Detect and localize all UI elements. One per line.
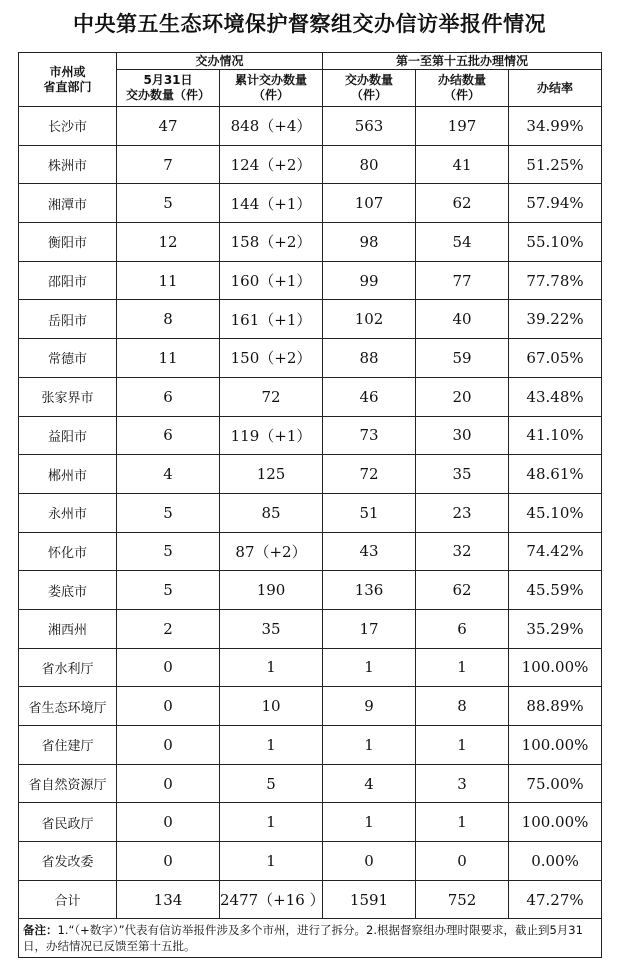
table-row <box>19 842 602 881</box>
cell-handled: 0 <box>323 842 416 881</box>
cell-cumulative: 161（+1） <box>220 300 323 339</box>
cell-name: 省生态环境厅 <box>19 687 117 726</box>
cell-may31: 12 <box>117 223 220 262</box>
cell-handled: 102 <box>323 300 416 339</box>
cell-name: 省发改委 <box>19 842 117 881</box>
cell-handled: 136 <box>323 571 416 610</box>
cell-rate: 51.25% <box>509 145 602 184</box>
cell-rate: 75.00% <box>509 764 602 803</box>
cell-closed: 54 <box>416 223 509 262</box>
cell-cumulative: 10 <box>220 687 323 726</box>
table-row <box>19 377 602 416</box>
cell-may31: 6 <box>117 377 220 416</box>
cell-may31: 11 <box>117 261 220 300</box>
cell-cumulative: 150（+2） <box>220 339 323 378</box>
table-row <box>19 223 602 262</box>
cell-rate: 100.00% <box>509 803 602 842</box>
cell-closed: 6 <box>416 609 509 648</box>
cell-name: 郴州市 <box>19 455 117 494</box>
cell-name: 岳阳市 <box>19 300 117 339</box>
cell-name: 湘潭市 <box>19 184 117 223</box>
cell-name: 永州市 <box>19 493 117 532</box>
cell-rate: 47.27% <box>509 880 602 919</box>
cell-rate: 35.29% <box>509 609 602 648</box>
cell-name: 省民政厅 <box>19 803 117 842</box>
cell-rate: 67.05% <box>509 339 602 378</box>
cell-closed: 77 <box>416 261 509 300</box>
cell-name: 邵阳市 <box>19 261 117 300</box>
table-row <box>19 726 602 765</box>
cell-handled: 51 <box>323 493 416 532</box>
cell-cumulative: 124（+2） <box>220 145 323 184</box>
cell-rate: 45.10% <box>509 493 602 532</box>
cell-may31: 11 <box>117 339 220 378</box>
cell-handled: 73 <box>323 416 416 455</box>
header-handled: 交办数量 （件） <box>323 70 416 107</box>
header-group-assigned: 交办情况 <box>117 53 323 70</box>
cell-closed: 59 <box>416 339 509 378</box>
header-region: 市州或 省直部门 <box>19 53 117 107</box>
cell-may31: 5 <box>117 532 220 571</box>
table-row <box>19 532 602 571</box>
cell-rate: 41.10% <box>509 416 602 455</box>
cell-may31: 5 <box>117 184 220 223</box>
table-row <box>19 880 602 919</box>
cell-may31: 5 <box>117 493 220 532</box>
cell-name: 省自然资源厅 <box>19 764 117 803</box>
cell-closed: 3 <box>416 764 509 803</box>
table-row <box>19 764 602 803</box>
cell-cumulative: 85 <box>220 493 323 532</box>
cell-closed: 30 <box>416 416 509 455</box>
cell-closed: 197 <box>416 107 509 146</box>
table-note <box>19 919 602 958</box>
cell-may31: 134 <box>117 880 220 919</box>
cell-cumulative: 72 <box>220 377 323 416</box>
header-rate: 办结率 <box>509 70 602 107</box>
cell-may31: 6 <box>117 416 220 455</box>
cell-closed: 62 <box>416 571 509 610</box>
cell-may31: 0 <box>117 764 220 803</box>
page-title: 中央第五生态环境保护督察组交办信访举报件情况 <box>73 11 546 36</box>
cell-may31: 0 <box>117 842 220 881</box>
table-row <box>19 300 602 339</box>
cell-closed: 20 <box>416 377 509 416</box>
table-row <box>19 571 602 610</box>
cell-cumulative: 35 <box>220 609 323 648</box>
cell-handled: 88 <box>323 339 416 378</box>
cell-handled: 1591 <box>323 880 416 919</box>
cell-handled: 1 <box>323 803 416 842</box>
cell-name: 湘西州 <box>19 609 117 648</box>
cell-handled: 98 <box>323 223 416 262</box>
cell-closed: 41 <box>416 145 509 184</box>
header-may31: 5月31日 交办数量（件） <box>117 70 220 107</box>
cell-rate: 55.10% <box>509 223 602 262</box>
cell-may31: 2 <box>117 609 220 648</box>
cell-name: 合计 <box>19 880 117 919</box>
cell-handled: 46 <box>323 377 416 416</box>
table-row <box>19 339 602 378</box>
cell-rate: 100.00% <box>509 726 602 765</box>
cell-may31: 4 <box>117 455 220 494</box>
cell-handled: 1 <box>323 648 416 687</box>
cell-name: 张家界市 <box>19 377 117 416</box>
note-label: 备注： <box>23 923 58 938</box>
cell-cumulative: 848（+4） <box>220 107 323 146</box>
cell-handled: 4 <box>323 764 416 803</box>
cell-name: 省住建厅 <box>19 726 117 765</box>
cell-cumulative: 1 <box>220 803 323 842</box>
cell-cumulative: 1 <box>220 842 323 881</box>
cell-may31: 0 <box>117 803 220 842</box>
cell-may31: 47 <box>117 107 220 146</box>
cell-handled: 107 <box>323 184 416 223</box>
cell-name: 省水利厅 <box>19 648 117 687</box>
cell-rate: 88.89% <box>509 687 602 726</box>
cell-may31: 0 <box>117 648 220 687</box>
cell-name: 衡阳市 <box>19 223 117 262</box>
header-group-processing: 第一至第十五批办理情况 <box>323 53 602 70</box>
cell-rate: 74.42% <box>509 532 602 571</box>
cell-cumulative: 2477（+16 ） <box>220 880 323 919</box>
cell-closed: 1 <box>416 803 509 842</box>
cell-closed: 23 <box>416 493 509 532</box>
cell-cumulative: 1 <box>220 726 323 765</box>
cell-cumulative: 119（+1） <box>220 416 323 455</box>
table-row <box>19 803 602 842</box>
cell-rate: 43.48% <box>509 377 602 416</box>
cell-name: 怀化市 <box>19 532 117 571</box>
cell-name: 常德市 <box>19 339 117 378</box>
cell-rate: 45.59% <box>509 571 602 610</box>
table-row <box>19 609 602 648</box>
table-row <box>19 416 602 455</box>
cell-closed: 0 <box>416 842 509 881</box>
cell-rate: 57.94% <box>509 184 602 223</box>
table-row <box>19 261 602 300</box>
cell-rate: 0.00% <box>509 842 602 881</box>
cell-handled: 563 <box>323 107 416 146</box>
cell-cumulative: 160（+1） <box>220 261 323 300</box>
cell-rate: 48.61% <box>509 455 602 494</box>
cell-handled: 99 <box>323 261 416 300</box>
cell-closed: 32 <box>416 532 509 571</box>
cell-cumulative: 1 <box>220 648 323 687</box>
table-row <box>19 145 602 184</box>
cell-may31: 7 <box>117 145 220 184</box>
cell-rate: 39.22% <box>509 300 602 339</box>
cell-closed: 35 <box>416 455 509 494</box>
cell-cumulative: 5 <box>220 764 323 803</box>
cell-closed: 62 <box>416 184 509 223</box>
cell-cumulative: 144（+1） <box>220 184 323 223</box>
complaints-table <box>18 52 602 958</box>
table-row <box>19 648 602 687</box>
table-row <box>19 184 602 223</box>
cell-closed: 752 <box>416 880 509 919</box>
cell-rate: 100.00% <box>509 648 602 687</box>
cell-cumulative: 125 <box>220 455 323 494</box>
table-row <box>19 687 602 726</box>
cell-handled: 17 <box>323 609 416 648</box>
cell-handled: 43 <box>323 532 416 571</box>
cell-rate: 77.78% <box>509 261 602 300</box>
cell-handled: 1 <box>323 726 416 765</box>
cell-may31: 5 <box>117 571 220 610</box>
cell-closed: 1 <box>416 648 509 687</box>
cell-may31: 0 <box>117 726 220 765</box>
cell-handled: 80 <box>323 145 416 184</box>
cell-may31: 8 <box>117 300 220 339</box>
header-closed: 办结数量 （件） <box>416 70 509 107</box>
note-text: 1.“（+数字）”代表有信访举报件涉及多个市州，进行了拆分。2.根据督察组办理时限要求，截止到5月31日，办结情况已反馈至第十五批。 <box>23 923 583 954</box>
header-cumulative: 累计交办数量 （件） <box>220 70 323 107</box>
cell-cumulative: 190 <box>220 571 323 610</box>
cell-name: 娄底市 <box>19 571 117 610</box>
cell-name: 益阳市 <box>19 416 117 455</box>
cell-name: 长沙市 <box>19 107 117 146</box>
cell-handled: 72 <box>323 455 416 494</box>
cell-handled: 9 <box>323 687 416 726</box>
cell-cumulative: 87（+2） <box>220 532 323 571</box>
table-row <box>19 107 602 146</box>
cell-name: 株洲市 <box>19 145 117 184</box>
table-row <box>19 493 602 532</box>
table-row <box>19 455 602 494</box>
cell-may31: 0 <box>117 687 220 726</box>
cell-closed: 1 <box>416 726 509 765</box>
cell-cumulative: 158（+2） <box>220 223 323 262</box>
cell-closed: 8 <box>416 687 509 726</box>
cell-closed: 40 <box>416 300 509 339</box>
cell-rate: 34.99% <box>509 107 602 146</box>
